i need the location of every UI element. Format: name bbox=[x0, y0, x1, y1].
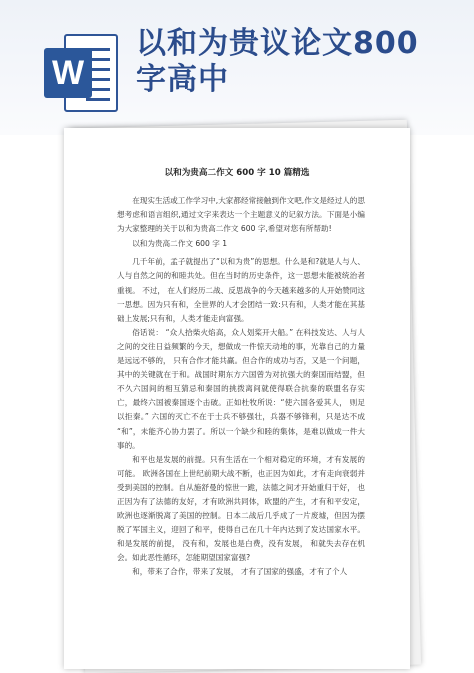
document-page bbox=[64, 128, 410, 669]
paragraph: 几千年前，孟子就提出了“以和为贵”的思想。什么是和?就是人与人、人与自然之间的和睦共处。但在当时的历史条件，这一思想未能被统治者重视。 不过， 在人们经历二战、反思战争的今天越来越多的人开始赞同这一思想。因为只有和，全世界的人才会团结一致:只有和，人类才能在其基础上发展;只有和，人类才能走向富强。 bbox=[117, 257, 365, 323]
doc-line bbox=[86, 98, 110, 101]
page-title: 以和为贵议论文800字高中 bbox=[136, 26, 419, 97]
section-heading: 以和为贵高二作文 600 字 1 bbox=[132, 239, 228, 249]
word-doc-icon bbox=[44, 34, 118, 112]
document-body bbox=[117, 194, 365, 580]
paragraph: 俗话说： “众人拾柴火焰高，众人划桨开大船。” 在科技发达、人与人之间的交往日益频繁的今天，想做成一件惊天动地的事，光靠自己的力量是远远不够的， 只有合作才能共赢。但合作的成功与否，又是一个问题， 其中的关键就在于和。战国时期东方六国曾为对抗强大的秦国而结盟，但不久六国间的相互猜忌和秦国的挑拨离间就使得联合抗秦的联盟名存实亡，最终六国被秦国逐个击破。正如杜牧所说：“使六国各爱其人， 则足以拒秦。” 六国的灭亡不在于士兵不够强壮，兵器不够锋利，只是达不成 “和”，未能齐心协力罢了。所以一个缺少和睦的集体，是难以做成一件大事的。 bbox=[117, 327, 365, 450]
word-badge: W bbox=[44, 48, 92, 98]
paragraph: 和平也是发展的前提。只有生活在一个相对稳定的环境，才有发展的可能。 欧洲各国在上世纪前期大战不断，也正因为如此，才有走向衰弱并受到美国的控制。自从施舒曼的惊世一跪，法德之间才开始重归于好， 也正因为有了法德的友好，才有欧洲共同体，欧盟的产生，才有和平安定，欧洲也逐渐脱离了美国的控制。日本二战后几乎成了一片废墟，但因为摆脱了军国主义，迎回了和平，使得自己在几十年内达到了发达国家水平。和是发展的前提， 没有和，发展也是白费，没有发展， 和就失去存在机会。如此恶性循环，怎能期望国家富强? bbox=[117, 454, 365, 563]
header-banner bbox=[0, 0, 474, 135]
document-title: 以和为贵高二作文 600 字 10 篇精选 bbox=[164, 168, 310, 178]
paragraph: 和，带来了合作，带来了发展， 才有了国家的强盛，才有了个人 bbox=[132, 567, 348, 577]
paragraph: 在现实生活或工作学习中,大家都经常接触到作文吧,作文是经过人的思想考虑和语言组织,通过文字来表达一个主题意义的记叙方法。下面是小编为大家整理的关于以和为贵高二作文 600 字,希望对您有所帮助! bbox=[117, 196, 365, 234]
